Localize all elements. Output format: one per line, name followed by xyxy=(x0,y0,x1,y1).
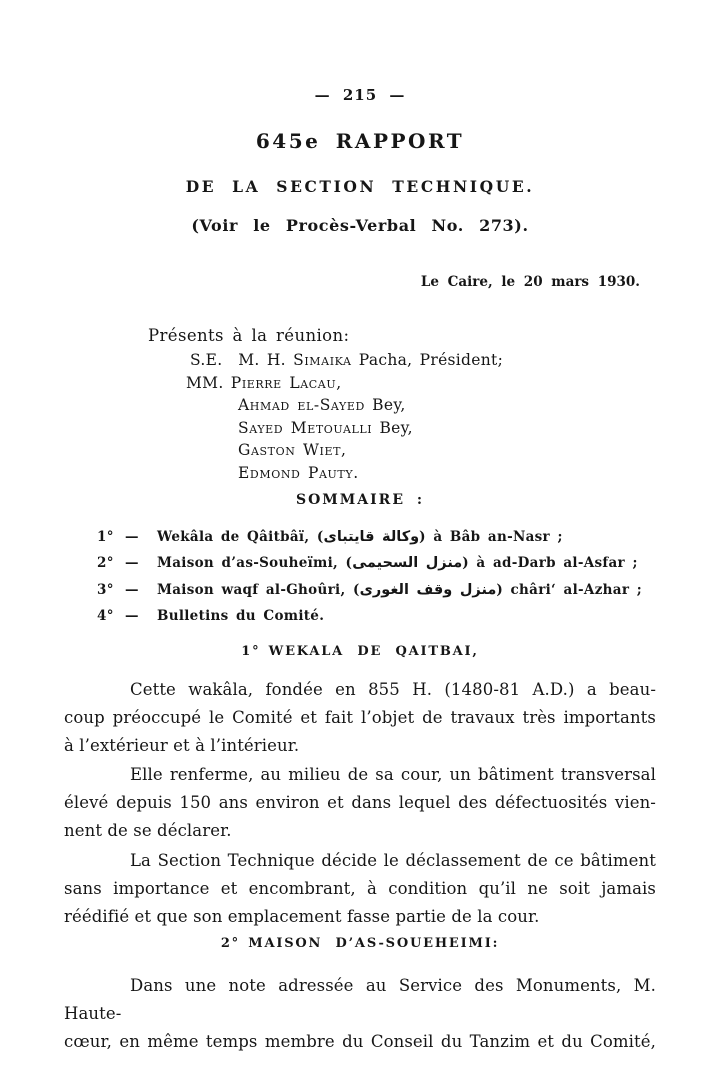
arabic-text: وكالة قايتباى xyxy=(323,529,420,545)
arabic-text: منزل السحيمى xyxy=(352,555,463,572)
attendees-list xyxy=(0,349,720,484)
text-line: Cette wakâla, fondée en 855 H. (1480-81 A.D.) a beau- xyxy=(130,680,656,699)
text-line: Dans une note adressée au Service des Monuments, M. Haute- xyxy=(64,976,656,1024)
attendee-suffix: Bey, xyxy=(364,396,406,414)
attendee-name: Gaston Wiet xyxy=(238,441,342,459)
dateline: Le Caire, le 20 mars 1930. xyxy=(420,274,640,290)
attendee-suffix: , xyxy=(341,441,347,459)
page-number: — 215 — xyxy=(314,86,406,104)
text-line: élevé depuis 150 ans environ et dans lequel des défectuosités vien- xyxy=(64,793,656,813)
attendee-line xyxy=(0,439,720,462)
sommaire-item xyxy=(0,577,720,603)
report-subtitle: DE LA SECTION TECHNIQUE. xyxy=(185,177,535,196)
sommaire-item xyxy=(0,524,720,550)
item-text: Maison waqf al-Ghoûri, ( xyxy=(157,581,360,598)
attendee-name: Ahmad el-Sayed xyxy=(238,396,365,414)
attendee-prefix: S.E. M. H. xyxy=(190,351,294,369)
report-title: 645e RAPPORT xyxy=(255,129,465,153)
item-number: 3° xyxy=(97,581,114,598)
attendee-line xyxy=(0,462,720,485)
text-line: La Section Technique décide le déclassement de ce bâtiment xyxy=(130,851,656,870)
text-line: coup préoccupé le Comité et fait l’objet de travaux très importants xyxy=(64,708,656,728)
text-line: sans importance et encombrant, à condition qu’il ne soit jamais xyxy=(64,879,656,899)
section-heading-wekala: 1° WEKALA DE QAITBAI, xyxy=(241,644,479,659)
body-paragraph xyxy=(64,972,656,1057)
text-line: Elle renferme, au milieu de sa cour, un bâtiment transversal xyxy=(130,765,656,784)
attendee-line xyxy=(0,349,720,372)
attendees-heading: Présents à la réunion: xyxy=(148,326,350,345)
item-text: ) à Bâb an-Nasr ; xyxy=(419,529,563,545)
attendee-line xyxy=(0,394,720,417)
sommaire-item xyxy=(0,603,720,629)
body-paragraph xyxy=(64,761,656,846)
item-dash: — xyxy=(125,529,139,545)
sommaire-heading: SOMMAIRE : xyxy=(295,492,425,508)
text-line: à l’extérieur et à l’intérieur. xyxy=(64,736,300,756)
attendee-suffix: , xyxy=(336,373,342,392)
sommaire-item xyxy=(0,550,720,576)
item-dash: — xyxy=(125,608,139,625)
attendee-name: Pierre Lacau xyxy=(230,373,337,392)
sommaire-list xyxy=(0,524,720,630)
attendee-line xyxy=(0,417,720,440)
item-dash: — xyxy=(125,581,139,598)
text-line: cœur, en même temps membre du Conseil du Tanzim et du Comité, xyxy=(64,1032,656,1052)
item-number: 4° xyxy=(97,608,114,625)
attendee-suffix: Pacha, Président; xyxy=(351,351,504,369)
attendee-suffix: Bey, xyxy=(372,418,413,437)
body-paragraph xyxy=(64,847,656,932)
attendee-name: Simaika xyxy=(293,351,352,369)
body-paragraph xyxy=(64,676,656,761)
item-text: ) à ad-Darb al-Asfar ; xyxy=(462,555,638,572)
attendee-line xyxy=(0,372,720,395)
attendee-name: Sayed Metoualli xyxy=(238,418,373,437)
item-dash: — xyxy=(125,555,139,572)
attendee-name: Edmond Pauty xyxy=(238,463,354,482)
item-number: 1° xyxy=(97,529,114,545)
item-text: Bulletins du Comité. xyxy=(157,608,325,625)
item-text: ) châri‘ al-Azhar ; xyxy=(496,581,643,598)
text-line: nent de se déclarer. xyxy=(64,821,232,841)
section-heading-maison: 2° MAISON D’AS-SOUEHEIMI: xyxy=(220,936,500,951)
attendee-suffix: . xyxy=(353,463,359,482)
item-text: Wekâla de Qâitbâï, ( xyxy=(157,529,324,545)
arabic-text: منزل وقف الغورى xyxy=(359,581,497,598)
attendee-prefix: MM. xyxy=(186,373,231,392)
proces-verbal-reference: (Voir le Procès-Verbal No. 273). xyxy=(191,216,529,235)
item-text: Maison d’as-Souheïmi, ( xyxy=(157,555,353,572)
text-line: réédifié et que son emplacement fasse partie de la cour. xyxy=(64,907,540,927)
item-number: 2° xyxy=(97,555,114,572)
